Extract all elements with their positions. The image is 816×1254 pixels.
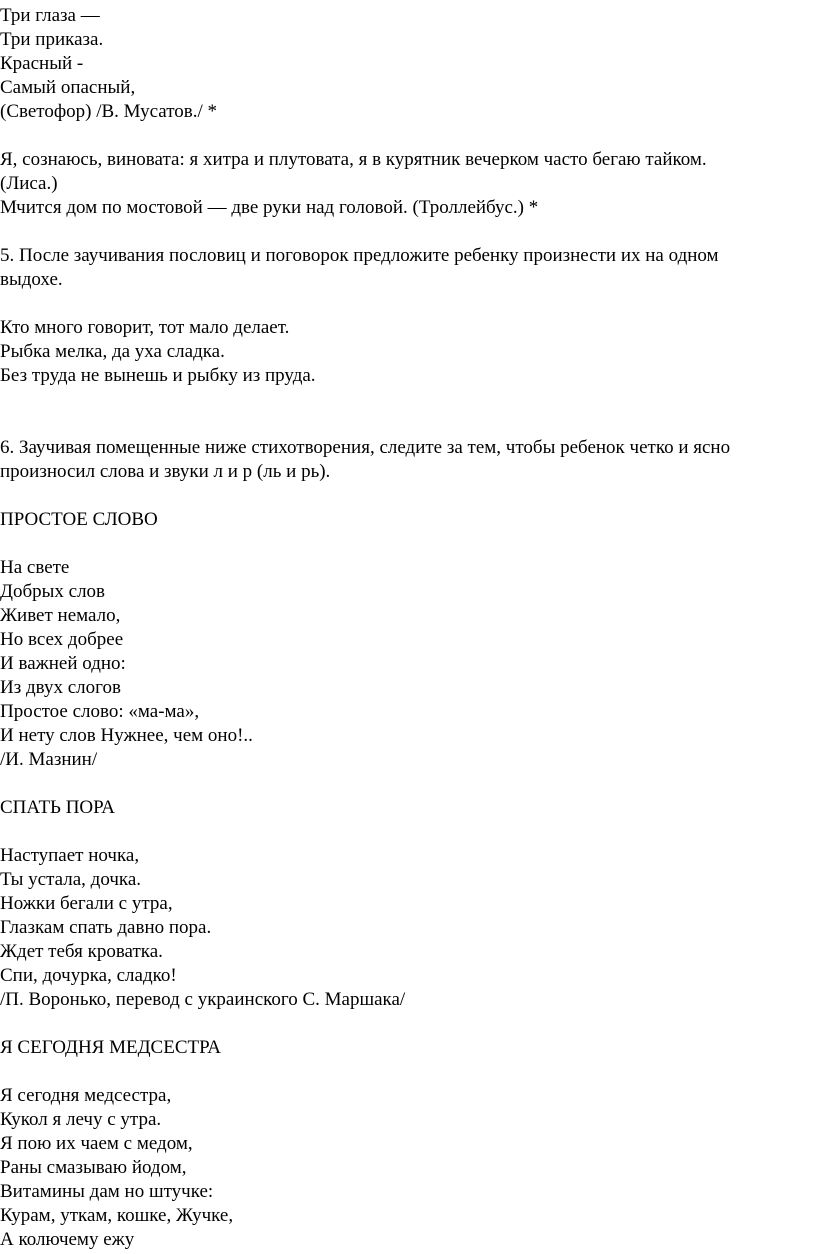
exercise-5-line: выдохе. xyxy=(0,269,63,290)
proverb: Без труда не вынешь и рыбку из пруда. xyxy=(0,365,316,386)
poem-line: Витамины дам но штучке: xyxy=(0,1181,214,1202)
poem-line: Наступает ночка, xyxy=(0,845,140,866)
blank-line xyxy=(0,1012,816,1036)
poem-title: ПРОСТОЕ СЛОВО xyxy=(0,509,158,530)
blank-line xyxy=(0,220,816,244)
riddle-line: (Светофор) /В. Мусатов./ * xyxy=(0,101,218,122)
blank-line xyxy=(0,292,816,316)
riddle-line: Три глаза — xyxy=(0,5,100,26)
poem-line: Глазкам спать давно пора. xyxy=(0,917,212,938)
poem-line: Раны смазываю йодом, xyxy=(0,1157,187,1178)
poem-spat-pora xyxy=(0,844,816,1012)
poem-line: Из двух слогов xyxy=(0,677,121,698)
riddle-trolleybus: Мчится дом по мостовой — две руки над головой. (Троллейбус.) * xyxy=(0,197,539,218)
poem-line: Кукол я лечу с утра. xyxy=(0,1109,162,1130)
blank-line xyxy=(0,388,816,412)
poem-line: И важней одно: xyxy=(0,653,126,674)
poem-line: Простое слово: «ма-ма», xyxy=(0,701,200,722)
poem-line: Ножки бегали с утра, xyxy=(0,893,173,914)
poem-line: Я сегодня медсестра, xyxy=(0,1085,172,1106)
poem-line: Добрых слов xyxy=(0,581,106,602)
proverbs-list xyxy=(0,316,816,388)
poem-author: /П. Воронько, перевод с украинского С. Маршака/ xyxy=(0,989,406,1010)
poem-prostoe-slovo xyxy=(0,556,816,772)
poem-line: А колючему ежу xyxy=(0,1229,135,1250)
riddle-fox-answer: (Лиса.) xyxy=(0,173,58,194)
poem-title: Я СЕГОДНЯ МЕДСЕСТРА xyxy=(0,1037,221,1058)
poem-line: Ждет тебя кроватка. xyxy=(0,941,163,962)
poem-line: Спи, дочурка, сладко! xyxy=(0,965,177,986)
poem-line: Я пою их чаем с медом, xyxy=(0,1133,193,1154)
blank-line xyxy=(0,484,816,508)
exercise-6-line: 6. Заучивая помещенные ниже стихотворения, следите за тем, чтобы ребенок четко и ясно xyxy=(0,437,731,458)
poem-medsestra xyxy=(0,1084,816,1252)
poem-line: И нету слов Нужнее, чем оно!.. xyxy=(0,725,253,746)
proverb: Рыбка мелка, да уха сладка. xyxy=(0,341,225,362)
blank-line xyxy=(0,124,816,148)
blank-line xyxy=(0,820,816,844)
blank-line xyxy=(0,412,816,436)
proverb: Кто много говорит, тот мало делает. xyxy=(0,317,290,338)
blank-line xyxy=(0,772,816,796)
exercise-5-line: 5. После заучивания пословиц и поговорок предложите ребенку произнести их на одном xyxy=(0,245,719,266)
poem-line: Но всех добрее xyxy=(0,629,124,650)
poem-line: Ты устала, дочка. xyxy=(0,869,142,890)
riddle-line: Красный - xyxy=(0,53,84,74)
blank-line xyxy=(0,532,816,556)
poem-author: /И. Мазнин/ xyxy=(0,749,98,770)
riddle-line: Три приказа. xyxy=(0,29,104,50)
riddle-line: Самый опасный, xyxy=(0,77,136,98)
blank-line xyxy=(0,1060,816,1084)
poem-title: СПАТЬ ПОРА xyxy=(0,797,116,818)
poem-line: На свете xyxy=(0,557,70,578)
poem-line: Живет немало, xyxy=(0,605,121,626)
poem-line: Курам, уткам, кошке, Жучке, xyxy=(0,1205,234,1226)
riddle-poem xyxy=(0,4,816,124)
riddle-fox-line: Я, сознаюсь, виновата: я хитра и плутовата, я в курятник вечерком часто бегаю тайком. xyxy=(0,149,707,170)
exercise-6-line: произносил слова и звуки л и р (ль и рь). xyxy=(0,461,331,482)
